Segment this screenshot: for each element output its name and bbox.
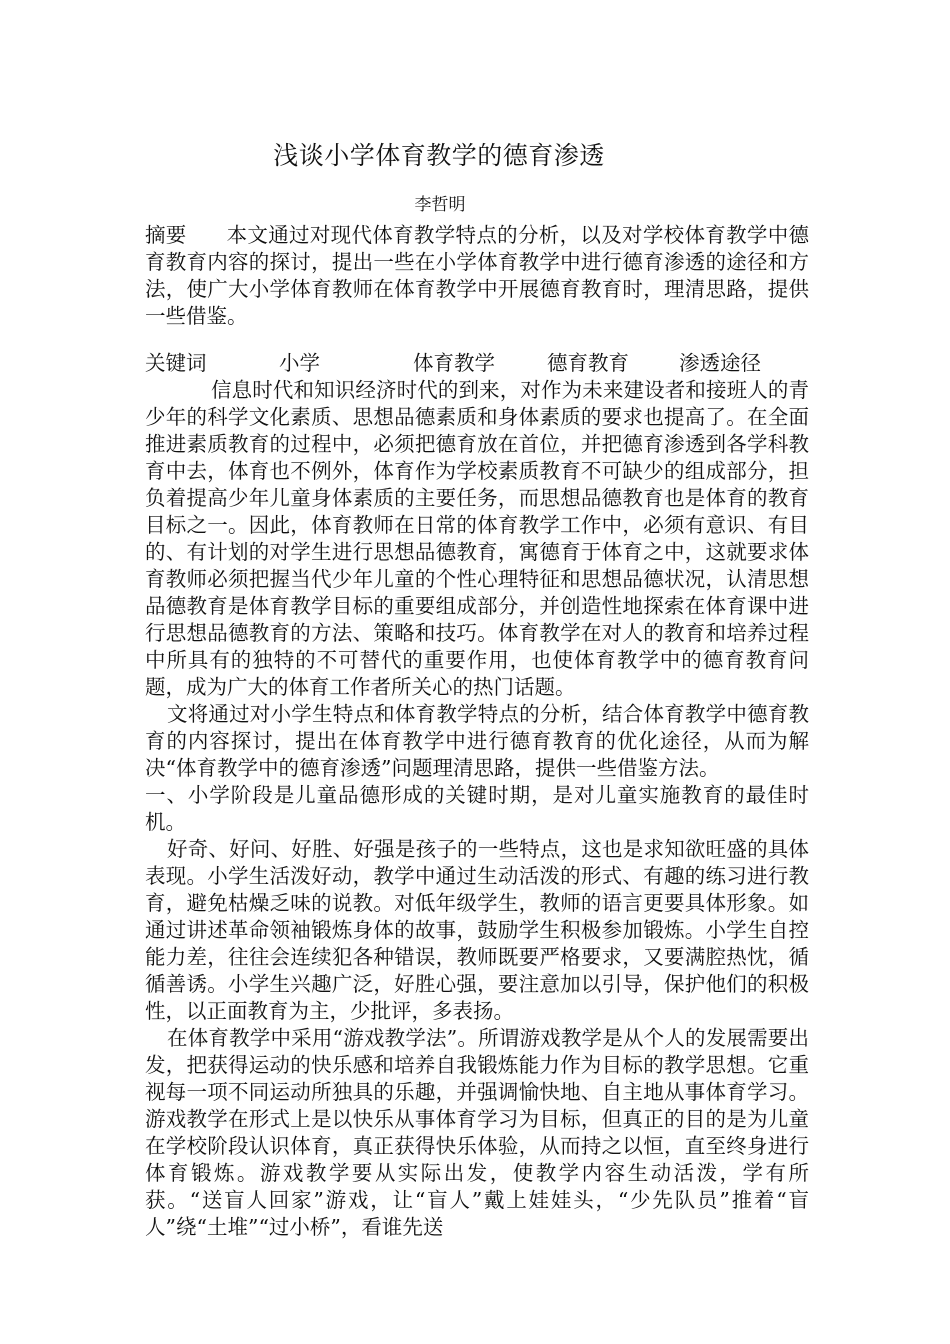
- body-paragraph: 好奇、好问、好胜、好强是孩子的一些特点，这也是求知欲旺盛的具体表现。小学生活泼好动，教学中通过生动活泼的形式、有趣的练习进行教育，避免枯燥乏味的说教。对低年级学生，教师的语言更要具体形象。如通过讲述革命领袖锻炼身体的故事，鼓励学生积极参加锻炼。小学生自控能力差，往往会连续犯各种错误，教师既要严格要求，又要满腔热忱，循循善诱。小学生兴趣广泛，好胜心强，要注意加以引导，保护他们的积极性，以正面教育为主，少批评，多表扬。: [145, 837, 809, 1023]
- body-paragraph: 在体育教学中采用“游戏教学法”。所谓游戏教学是从个人的发展需要出发，把获得运动的快乐感和培养自我锻炼能力作为目标的教学思想。它重视每一项不同运动所独具的乐趣，并强调愉快地、自主地从事体育学习。游戏教学在形式上是以快乐从事体育学习为目标，但真正的目的是为儿童在学校阶段认识体育，真正获得快乐体验，从而持之以恒，直至终身进行体育锻炼。游戏教学要从实际出发，使教学内容生动活泼，学有所获。“送盲人回家”游戏，让“盲人”戴上娃娃头，“少先队员”推着“盲人”绕“土堆”“过小桥”，看谁先送: [145, 1026, 809, 1239]
- keyword-item: 渗透途径: [679, 351, 761, 375]
- document-title: 浅谈小学体育教学的德育渗透: [273, 141, 605, 170]
- keywords-row: [145, 350, 809, 377]
- document-body: [145, 222, 809, 1241]
- keyword-item: 体育教学: [413, 351, 495, 375]
- body-paragraph: 文将通过对小学生特点和体育教学特点的分析，结合体育教学中德育教育的内容探讨，提出在体育教学中进行德育教育的优化途径，从而为解决“体育教学中的德育渗透”问题理清思路，提供一些借鉴方法。: [145, 702, 809, 780]
- keyword-item: 小学: [279, 351, 320, 375]
- abstract-label: 摘要: [145, 223, 187, 247]
- body-paragraph: 信息时代和知识经济时代的到来，对作为未来建设者和接班人的青少年的科学文化素质、思想品德素质和身体素质的要求也提高了。在全面推进素质教育的过程中，必须把德育放在首位，并把德育渗透到各学科教育中去，体育也不例外，体育作为学校素质教育不可缺少的组成部分，担负着提高少年儿童身体素质的主要任务，而思想品德教育也是体育的教育目标之一。因此，体育教师在日常的体育教学工作中，必须有意识、有目的、有计划的对学生进行思想品德教育，寓德育于体育之中，这就要求体育教师必须把握当代少年儿童的个性心理特征和思想品德状况，认清思想品德教育是体育教学目标的重要组成部分，并创造性地探索在体育课中进行思想品德教育的方法、策略和技巧。体育教学在对人的教育和培养过程中所具有的独特的不可替代的重要作用，也使体育教学中的德育教育问题，成为广大的体育工作者所关心的热门话题。: [145, 378, 809, 699]
- document-author: 李哲明: [414, 195, 466, 215]
- keyword-item: 德育教育: [547, 351, 629, 375]
- abstract: [145, 222, 809, 330]
- abstract-text: 本文通过对现代体育教学特点的分析，以及对学校体育教学中德育教育内容的探讨，提出一些在小学体育教学中进行德育渗透的途径和方法，使广大小学体育教师在体育教学中开展德育教育时，理清思路，提供一些借鉴。: [145, 223, 810, 328]
- keywords-label: 关键词: [145, 351, 207, 375]
- section-heading: 一、小学阶段是儿童品德形成的关键时期，是对儿童实施教育的最佳时机。: [145, 783, 809, 834]
